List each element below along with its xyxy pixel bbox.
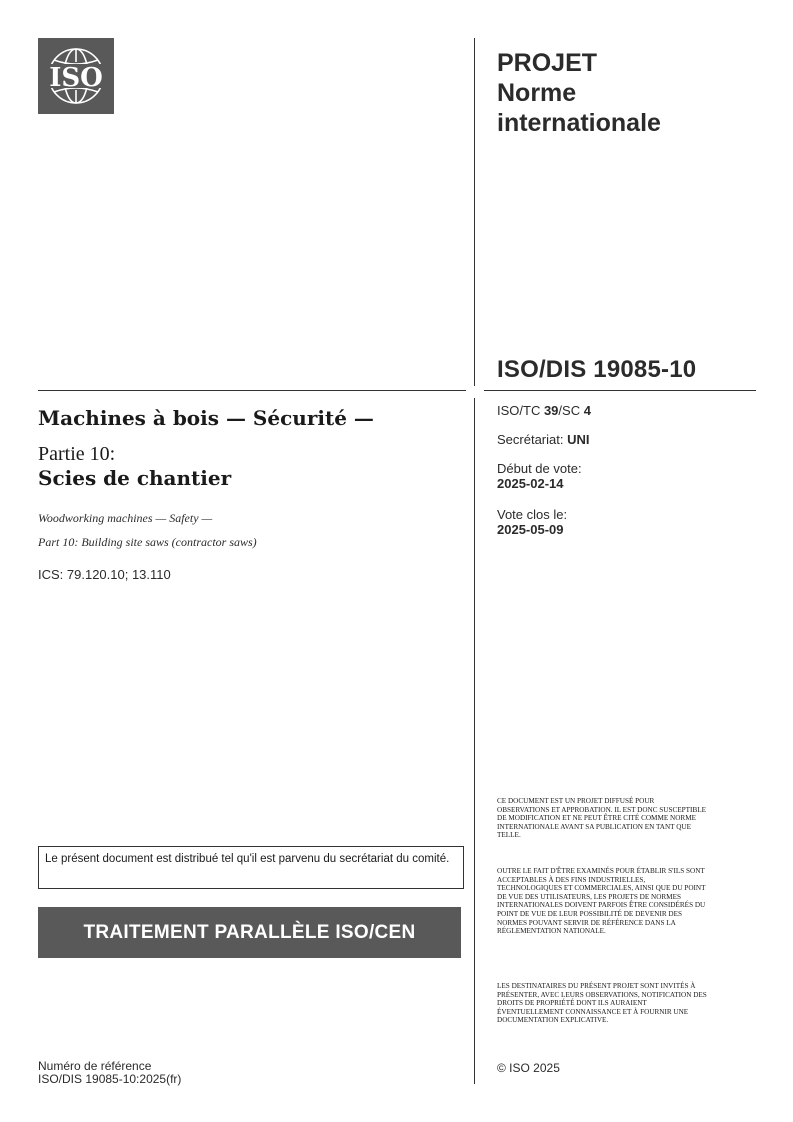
english-title-line2: Part 10: Building site saws (contractor saws) xyxy=(38,535,257,549)
distribution-notice: Le présent document est distribué tel qu'il est parvenu du secrétariat du comité. xyxy=(38,846,464,889)
parallel-processing-banner: TRAITEMENT PARALLÈLE ISO/CEN xyxy=(38,907,461,958)
disclaimer-paragraph-3: LES DESTINATAIRES DU PRÉSENT PROJET SONT INVITÉS À PRÉSENTER, AVEC LEURS OBSERVATIONS, NOTIFICATION DES DROITS DE PROPRIÉTÉ DONT ILS AURAIENT ÉVENTUELLEMENT CONNAISSANCE ET À FOURNIR UNE DOCUMENTATION EXPLICATIVE. xyxy=(497,982,707,1025)
vote-start-date: 2025-02-14 xyxy=(497,476,564,491)
reference-number: ISO/DIS 19085-10:2025(fr) xyxy=(38,1072,182,1086)
horizontal-divider-left xyxy=(38,390,466,391)
horizontal-divider-right xyxy=(484,390,756,391)
internationale-label: internationale xyxy=(497,109,661,137)
secretariat-line: Secrétariat: UNI xyxy=(497,432,590,447)
standard-number: ISO/DIS 19085-10 xyxy=(497,356,697,383)
svg-text:ISO: ISO xyxy=(49,63,103,93)
iso-globe-icon xyxy=(38,38,114,114)
vote-start-label: Début de vote: xyxy=(497,461,582,476)
document-status-header xyxy=(497,48,661,138)
document-title: Machines à bois — Sécurité — xyxy=(38,406,374,430)
vote-end-block xyxy=(497,507,567,537)
vote-end-date: 2025-05-09 xyxy=(497,522,564,537)
projet-label: PROJET xyxy=(497,49,598,77)
disclaimer-paragraph-2: OUTRE LE FAIT D'ÊTRE EXAMINÉS POUR ÉTABLIR S'ILS SONT ACCEPTABLES À DES FINS INDUSTRIELLES, TECHNOLOGIQUES ET COMMERCIALES, AINSI QUE DU POINT DE VUE DES UTILISATEURS, LES PROJETS DE NORMES INTERNATIONALES DOIVENT PARFOIS ÊTRE CONSIDÉRÉS DU POINT DE VUE DE LEUR POSSIBILITÉ DE DEVENIR DES NORMES POUVANT SERVIR DE RÉFÉRENCE DANS LA RÉGLEMENTATION NATIONALE. xyxy=(497,867,706,936)
part-title: Scies de chantier xyxy=(38,466,232,490)
norme-label: Norme xyxy=(497,79,577,107)
vertical-divider-top xyxy=(474,38,475,386)
part-number: Partie 10: xyxy=(38,443,116,465)
copyright: © ISO 2025 xyxy=(497,1061,560,1075)
reference-label: Numéro de référence xyxy=(38,1059,152,1073)
iso-logo xyxy=(38,38,114,114)
vertical-divider-bottom xyxy=(474,398,475,1084)
vote-start-block xyxy=(497,461,582,491)
disclaimer-paragraph-1: CE DOCUMENT EST UN PROJET DIFFUSÉ POUR OBSERVATIONS ET APPROBATION. IL EST DONC SUSCEPTIBLE DE MODIFICATION ET NE PEUT ÊTRE CITÉ COMME NORME INTERNATIONALE AVANT SA PUBLICATION EN TANT QUE TELLE. xyxy=(497,797,707,840)
english-title-line1: Woodworking machines — Safety — xyxy=(38,511,213,525)
vote-end-label: Vote clos le: xyxy=(497,507,568,522)
committee-line: ISO/TC 39/SC 4 xyxy=(497,403,591,418)
ics-codes: ICS: 79.120.10; 13.110 xyxy=(38,567,171,582)
